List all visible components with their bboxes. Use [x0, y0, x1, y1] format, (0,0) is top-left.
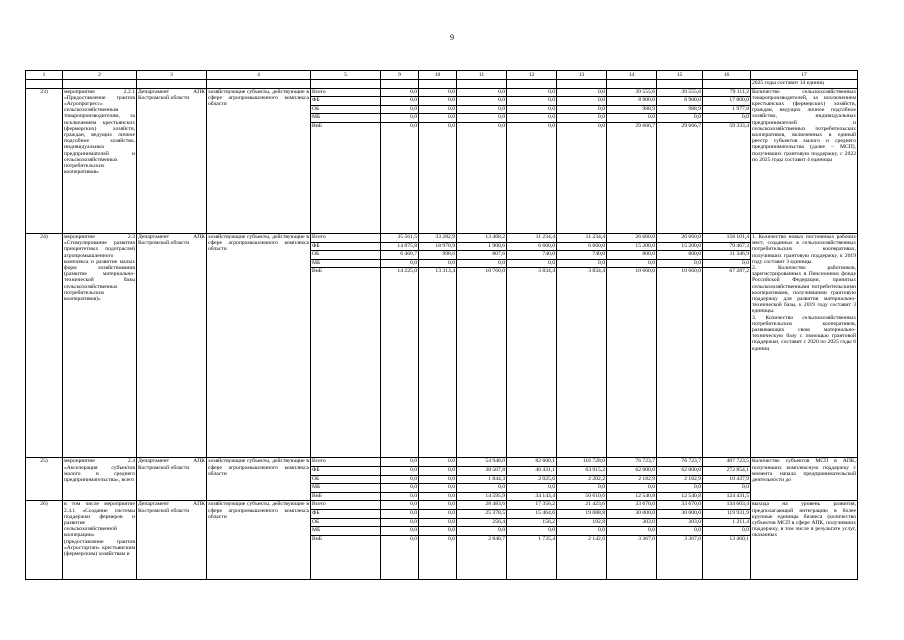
- executor: Департамент АПК Костромской области: [137, 458, 207, 501]
- value-cell: 988,9: [657, 105, 703, 114]
- value-cell: 407 723,5: [703, 458, 751, 467]
- value-cell: 807,6: [457, 251, 507, 260]
- value-cell: 35 561,5: [381, 233, 419, 242]
- value-cell: 0,0: [419, 259, 457, 268]
- executor: Департамент АПК Костромской области: [137, 233, 207, 457]
- value-cell: 0,0: [557, 259, 607, 268]
- value-cell: 11 234,4: [507, 233, 557, 242]
- column-header: 11: [457, 71, 507, 80]
- value-cell: 0,0: [557, 527, 607, 536]
- value-cell: 0,0: [703, 527, 751, 536]
- funding-source: МБ: [311, 114, 381, 123]
- value-cell: 800,0: [657, 251, 703, 260]
- value-cell: 12 540,8: [657, 492, 703, 501]
- value-cell: 3 367,0: [657, 535, 703, 579]
- value-cell: 0,0: [419, 466, 457, 475]
- funding-source: Всего: [311, 233, 381, 242]
- value-cell: 0,0: [381, 501, 419, 510]
- participants: хозяйствующие субъекты, действующие в сфере агропромышленного комплекса области: [207, 501, 311, 579]
- value-cell: 1 900,6: [457, 242, 507, 251]
- value-cell: 0,0: [457, 88, 507, 97]
- value-cell: 740,0: [557, 251, 607, 260]
- value-cell: 29 666,7: [607, 122, 657, 233]
- continuation-row: [26, 80, 858, 89]
- entry-number: 24): [26, 233, 63, 457]
- funding-source: ОБ: [311, 475, 381, 484]
- column-header: 2: [63, 71, 137, 80]
- value-cell: 0,0: [381, 518, 419, 527]
- column-header: 13: [557, 71, 607, 80]
- value-cell: 2 182,9: [657, 475, 703, 484]
- funding-source: ВнБ: [311, 268, 381, 458]
- value-cell: 0,0: [457, 97, 507, 106]
- value-cell: 26 660,0: [607, 233, 657, 242]
- value-cell: 10 437,9: [703, 475, 751, 484]
- value-cell: 63 915,2: [557, 466, 607, 475]
- value-cell: 0,0: [557, 97, 607, 106]
- value-cell: 59 333,4: [703, 122, 751, 233]
- value-cell: 116 728,0: [557, 458, 607, 467]
- value-cell: 3 834,4: [507, 268, 557, 458]
- value-cell: 158 101,4: [703, 233, 751, 242]
- value-cell: 76 723,7: [657, 458, 703, 467]
- value-cell: 0,0: [657, 259, 703, 268]
- column-header: 3: [137, 71, 207, 80]
- value-cell: 124 431,5: [703, 492, 751, 501]
- participants: хозяйствующие субъекты, действующие в сфере агропромышленного комплекса области: [207, 88, 311, 233]
- value-cell: 1 977,8: [703, 105, 751, 114]
- value-cell: 76 723,7: [607, 458, 657, 467]
- value-cell: 82 600,1: [507, 458, 557, 467]
- entry-number: 23): [26, 88, 63, 233]
- value-cell: 14 225,0: [381, 268, 419, 458]
- funding-source: ВнБ: [311, 492, 381, 501]
- value-cell: 2 182,9: [607, 475, 657, 484]
- value-cell: 13 468,2: [457, 233, 507, 242]
- value-cell: 0,0: [419, 88, 457, 97]
- value-cell: 0,0: [557, 114, 607, 123]
- value-cell: 0,0: [607, 484, 657, 493]
- value-cell: 25 378,5: [457, 509, 507, 518]
- value-cell: 272 854,1: [703, 466, 751, 475]
- value-cell: 0,0: [607, 259, 657, 268]
- column-header: 4: [207, 71, 311, 80]
- value-cell: 0,0: [457, 114, 507, 123]
- value-cell: 33 670,0: [607, 501, 657, 510]
- value-cell: 0,0: [703, 259, 751, 268]
- value-cell: 0,0: [657, 484, 703, 493]
- value-cell: 29 666,7: [657, 122, 703, 233]
- value-cell: 38 507,8: [457, 466, 507, 475]
- column-header: 14: [607, 71, 657, 80]
- funding-source: ОБ: [311, 105, 381, 114]
- value-cell: 19 088,8: [557, 509, 607, 518]
- value-cell: 2 848,7: [457, 535, 507, 579]
- value-cell: 1 735,4: [507, 535, 557, 579]
- event-name: мероприятие 2.4 «Акселерация субъектов малого и среднего предпринимательства», всего: [63, 458, 137, 501]
- column-header: 16: [703, 71, 751, 80]
- value-cell: 14 595,9: [457, 492, 507, 501]
- value-cell: 0,0: [419, 535, 457, 579]
- funding-source: ВнБ: [311, 535, 381, 579]
- value-cell: 0,0: [657, 114, 703, 123]
- value-cell: 62 000,0: [607, 466, 657, 475]
- entry-number: 25): [26, 458, 63, 501]
- value-cell: 33 282,9: [419, 233, 457, 242]
- value-cell: 34 143,4: [507, 492, 557, 501]
- funding-source: ВнБ: [311, 122, 381, 233]
- value-cell: 1 211,4: [703, 518, 751, 527]
- value-cell: 39 555,6: [607, 88, 657, 97]
- value-cell: 62 000,0: [657, 466, 703, 475]
- value-cell: 2 025,6: [507, 475, 557, 484]
- column-header: 9: [381, 71, 419, 80]
- value-cell: 10 660,0: [657, 268, 703, 458]
- budget-table: [25, 70, 858, 580]
- value-cell: 0,0: [381, 535, 419, 579]
- value-cell: 15 200,0: [607, 242, 657, 251]
- value-cell: 0,0: [419, 475, 457, 484]
- value-cell: 0,0: [457, 259, 507, 268]
- value-cell: 0,0: [419, 97, 457, 106]
- value-cell: 0,0: [457, 484, 507, 493]
- participants: хозяйствующие субъекты, действующие в сфере агропромышленного комплекса области: [207, 458, 311, 501]
- value-cell: 2 202,2: [557, 475, 607, 484]
- value-cell: 17 356,2: [507, 501, 557, 510]
- value-cell: 3 367,0: [607, 535, 657, 579]
- value-cell: 14 875,8: [381, 242, 419, 251]
- table-row: [26, 501, 858, 510]
- value-cell: 0,0: [457, 122, 507, 233]
- indicator-text: 1. Количество новых постоянных рабочих мест, созданных в сельскохозяйственных потребительских кооперативах, получивших грантовую поддержку, к 2019 году составит 3 единицы. 2. Количество работников, зарегистрированных в Пенсионном фонде Российской Федерации, принятых сельскохозяйственными потребительскими кооперативами, получившими грантовую поддержку для развития материально-технической базы, к 2019 году составит 3 единицы. 3. Количество сельскохозяйственных потребительских кооперативов, развивающих свою материально-техническую базу с помощью грантовой поддержки, составит с 2020 по 2025 годы 6 единиц: [751, 233, 858, 457]
- table-row: [26, 458, 858, 467]
- value-cell: 0,0: [419, 105, 457, 114]
- value-cell: 0,0: [381, 259, 419, 268]
- value-cell: 0,0: [381, 484, 419, 493]
- executor: Департамент АПК Костромской области: [137, 501, 207, 579]
- value-cell: 30 000,0: [657, 509, 703, 518]
- value-cell: 0,0: [381, 105, 419, 114]
- value-cell: 50 610,6: [557, 492, 607, 501]
- value-cell: 17 800,0: [703, 97, 751, 106]
- header-row: [26, 71, 858, 80]
- value-cell: 0,0: [507, 97, 557, 106]
- value-cell: 26 660,0: [657, 233, 703, 242]
- funding-source: ФБ: [311, 509, 381, 518]
- value-cell: 30 000,0: [607, 509, 657, 518]
- value-cell: 6 660,0: [557, 242, 607, 251]
- value-cell: 28 483,6: [457, 501, 507, 510]
- value-cell: 54 948,0: [457, 458, 507, 467]
- value-cell: 0,0: [419, 122, 457, 233]
- value-cell: 67 287,2: [703, 268, 751, 458]
- value-cell: 0,0: [507, 122, 557, 233]
- value-cell: 0,0: [381, 97, 419, 106]
- indicator-text: Количество сельскохозяйственных товаропроизводителей, за исключением крестьянских (фермерских) хозяйств, граждан, ведущих личное подсобное хозяйство, индивидуальных предпринимателей и сельскохозяйственных потребительских кооперативов, включенных в единый реестр субъектов малого и среднего предпринимательства (далее – МСП), получивших грантовую поддержку, с 2022 по 2025 годы составит 4 единицы: [751, 88, 858, 233]
- value-cell: 988,9: [607, 105, 657, 114]
- value-cell: 119 931,9: [703, 509, 751, 518]
- value-cell: 15 200,0: [657, 242, 703, 251]
- value-cell: 134 603,4: [703, 501, 751, 510]
- table-row: [26, 88, 858, 97]
- value-cell: 0,0: [607, 114, 657, 123]
- column-header: 10: [419, 71, 457, 80]
- funding-source: Всего: [311, 501, 381, 510]
- executor: Департамент АПК Костромской области: [137, 88, 207, 233]
- funding-source: МБ: [311, 527, 381, 536]
- value-cell: 12 540,8: [607, 492, 657, 501]
- funding-source: МБ: [311, 484, 381, 493]
- column-header: 15: [657, 71, 703, 80]
- value-cell: 10 760,0: [457, 268, 507, 458]
- value-cell: 0,0: [507, 527, 557, 536]
- event-name: мероприятие 2.3 «Стимулирование развития приоритетных подотраслей агропромышленного комплекса и развитие малых форм хозяйствования (развитие материально-технической базы сельскохозяйственных потребительских кооперативов)»: [63, 233, 137, 457]
- value-cell: 10 660,0: [607, 268, 657, 458]
- value-cell: 13 460,1: [703, 535, 751, 579]
- value-cell: 0,0: [507, 105, 557, 114]
- value-cell: 0,0: [557, 484, 607, 493]
- value-cell: 0,0: [419, 501, 457, 510]
- column-header: 1: [26, 71, 63, 80]
- value-cell: 11 234,4: [557, 233, 607, 242]
- page-number: 9: [450, 33, 454, 42]
- value-cell: 0,0: [457, 105, 507, 114]
- value-cell: 15 464,6: [507, 509, 557, 518]
- value-cell: 740,0: [507, 251, 557, 260]
- value-cell: 18 970,9: [419, 242, 457, 251]
- value-cell: 13 313,4: [419, 268, 457, 458]
- value-cell: 0,0: [419, 458, 457, 467]
- participants: хозяйствующие субъекты, действующие в сфере агропромышленного комплекса области: [207, 233, 311, 457]
- funding-source: МБ: [311, 259, 381, 268]
- value-cell: 6 660,0: [507, 242, 557, 251]
- funding-source: ФБ: [311, 97, 381, 106]
- value-cell: 6 460,7: [381, 251, 419, 260]
- value-cell: 3 834,4: [557, 268, 607, 458]
- value-cell: 39 555,6: [657, 88, 703, 97]
- funding-source: Всего: [311, 88, 381, 97]
- value-cell: 0,0: [381, 509, 419, 518]
- value-cell: 11 346,9: [703, 251, 751, 260]
- value-cell: 0,0: [457, 527, 507, 536]
- indicator-text: Количество субъектов МСП в АПК, получивших комплексную поддержку с момента начала предпринимательской деятельности до: [751, 458, 858, 501]
- value-cell: 0,0: [381, 122, 419, 233]
- value-cell: 192,8: [557, 518, 607, 527]
- indicator-text: выхода на уровень развития, предполагающий интеграцию в более крупные единицы бизнеса (количество субъектов МСП в сфере АПК, получивших поддержку, в том числе в результате услуг, оказанных: [751, 501, 858, 579]
- value-cell: 0,0: [381, 475, 419, 484]
- table-row: [26, 233, 858, 242]
- value-cell: 8 900,0: [657, 97, 703, 106]
- value-cell: 0,0: [381, 114, 419, 123]
- value-cell: 0,0: [557, 122, 607, 233]
- column-header: 17: [751, 71, 858, 80]
- value-cell: 800,0: [607, 251, 657, 260]
- value-cell: 0,0: [657, 527, 703, 536]
- value-cell: 0,0: [703, 484, 751, 493]
- value-cell: 0,0: [419, 492, 457, 501]
- value-cell: 0,0: [507, 88, 557, 97]
- value-cell: 21 423,6: [557, 501, 607, 510]
- value-cell: 1 844,3: [457, 475, 507, 484]
- value-cell: 0,0: [557, 105, 607, 114]
- funding-source: ФБ: [311, 242, 381, 251]
- value-cell: 0,0: [419, 484, 457, 493]
- value-cell: 0,0: [381, 492, 419, 501]
- value-cell: 0,0: [507, 484, 557, 493]
- funding-source: ФБ: [311, 466, 381, 475]
- value-cell: 303,0: [607, 518, 657, 527]
- value-cell: 303,0: [657, 518, 703, 527]
- value-cell: 0,0: [419, 518, 457, 527]
- value-cell: 0,0: [419, 527, 457, 536]
- funding-source: ОБ: [311, 251, 381, 260]
- value-cell: 2 142,0: [557, 535, 607, 579]
- value-cell: 0,0: [507, 259, 557, 268]
- value-cell: 0,0: [557, 88, 607, 97]
- column-header: 12: [507, 71, 557, 80]
- event-name: в том числе мероприятие 2.4.1 «Создание системы поддержки фермеров и развитие сельскохозяйственной кооперации» (предоставление грантов «Агростартап» крестьянским (фермерским) хозяйствам и: [63, 501, 137, 579]
- value-cell: 0,0: [703, 114, 751, 123]
- value-cell: 0,0: [419, 509, 457, 518]
- value-cell: 256,4: [457, 518, 507, 527]
- column-header: 5: [311, 71, 381, 80]
- event-name: мероприятие 2.2.1 «Предоставление грантов «Агропрогресс» сельскохозяйственным товаропроизводителям, за исключением крестьянских (фермерских) хозяйств, граждан, ведущих личное подсобное хозяйство, индивидуальных предпринимателей и сельскохозяйственных потребительских кооперативов»: [63, 88, 137, 233]
- value-cell: 156,2: [507, 518, 557, 527]
- value-cell: 79 467,3: [703, 242, 751, 251]
- value-cell: 0,0: [381, 88, 419, 97]
- value-cell: 33 670,0: [657, 501, 703, 510]
- value-cell: 0,0: [607, 527, 657, 536]
- funding-source: ОБ: [311, 518, 381, 527]
- value-cell: 0,0: [419, 114, 457, 123]
- value-cell: 0,0: [381, 458, 419, 467]
- value-cell: 79 111,2: [703, 88, 751, 97]
- value-cell: 8 900,0: [607, 97, 657, 106]
- value-cell: 998,6: [419, 251, 457, 260]
- value-cell: 0,0: [381, 527, 419, 536]
- continuation-text: 2025 годы составит 14 единиц: [751, 80, 858, 89]
- value-cell: 0,0: [381, 466, 419, 475]
- funding-source: Всего: [311, 458, 381, 467]
- entry-number: 26): [26, 501, 63, 579]
- value-cell: 0,0: [507, 114, 557, 123]
- value-cell: 46 431,1: [507, 466, 557, 475]
